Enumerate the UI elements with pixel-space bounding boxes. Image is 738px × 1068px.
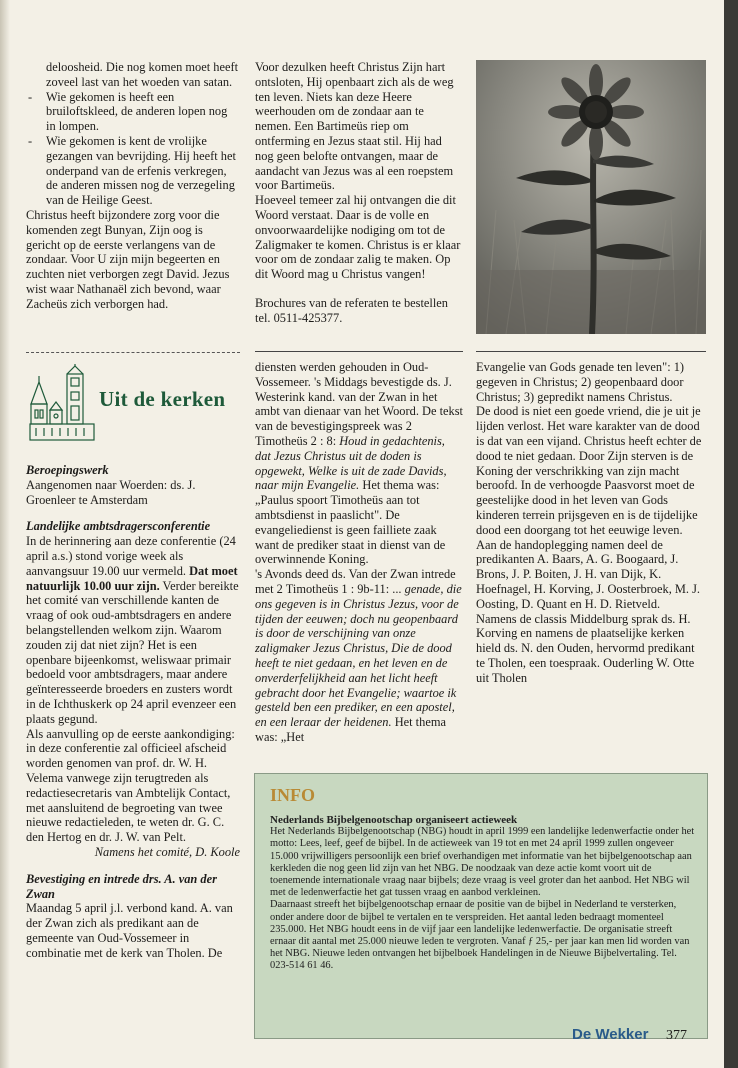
text-run: diensten werden gehouden in Oud-Vossemeer. 's Middags bevestigde ds. J. Westerink kand. van der Zwan in het ambt van dienaar van het Woord. De tekst van de bevestigingspreek was 2 Timotheüs 2 : 8:: [255, 360, 463, 448]
paragraph: Christus heeft bijzondere zorg voor die komenden zegt Bunyan, Zijn oog is gericht op de eerste verlangens van de zondaar. Voor U zijn mijn begeerten en zuchten niet verborgen zegt David. Jezus wist waar Nathanaël zich bevond, waar Zacheüs zich verborgen had.: [26, 207, 230, 311]
sunflower-photo: [476, 60, 706, 334]
church-illustration-icon: [28, 364, 98, 444]
divider-rule-left: [26, 352, 240, 354]
magazine-name: De Wekker: [572, 1026, 649, 1043]
text-run: Verder bereikte het comité van verschillende kanten de vraag of ook oud-ambtsdragers en andere belangstellenden welkom zijn. Waarom zouden zij dat niet zijn? Het is een openbare bijeenkomst, weliswaar primair bedoeld voor ambtsdragers, maar andere geïnteresseerde broeders en zusters wordt in de Ichthuskerk op 24 april evenzeer een plaats gegund.: [26, 578, 239, 726]
paragraph: Hoeveel temeer zal hij ontvangen die dit Woord verstaat. Daar is de volle en onvoorwaardelijke nodiging om tot de Zaligmaker te komen. Christus is er klaar voor om de zondaar zalig te maken. Op dit Woord mag u Christus vangen!: [255, 193, 461, 282]
bullet-item: - Wie gekomen is kent de vrolijke gezangen van bevrijding. Hij heeft het onderpand van de erfenis verkregen, de anderen missen nog de verzegeling van de Heilige Geest.: [26, 134, 240, 208]
paragraph: Brochures van de referaten te bestellen tel. 0511-425377.: [255, 295, 448, 325]
subheading: Landelijke ambtsdragersconferentie: [26, 519, 211, 534]
paragraph: Evangelie van Gods genade ten leven": 1) gegeven in Christus; 2) geopenbaard door Christus; 3) gepredikt namens Christus.: [476, 360, 685, 404]
paragraph: Voor dezulken heeft Christus Zijn hart ontsloten, Hij openbaart zich als de weg ten leven. Niets kan deze Heere weerhouden om de zondaar aan te nemen. Een Bartimeüs riep om ontferming en Jezus staat stil. Hij had nog geen belofte ontvangen, maar de aandacht van Jezus was al een roepstem voor Bartimeüs.: [255, 60, 454, 193]
section-header: [28, 364, 238, 448]
right-column: [476, 360, 706, 686]
scripture-quote: Houd in gedachtenis, dat Jezus Christus uit de doden is opgewekt, Welke is uit de zade Davids, naar mijn Evangelie.: [255, 433, 447, 493]
section-title: Uit de kerken: [99, 387, 226, 411]
info-body: [270, 814, 695, 973]
text-line: deloosheid. Die nog komen moet heeft zoveel last van het woeden van satan.: [46, 60, 239, 89]
info-paragraph: Daarnaast streeft het bijbelgenootschap ernaar de positie van de bijbel in Nederland te versterken, onder andere door de bijbel te vertalen en te verspreiden. Het aantal leden bedraagt momenteel 235.000. Het NBG houdt eens in de vijf jaar een landelijke ledenwerfactie. De organisatie streeft ernaar dit aantal met 25.000 nieuwe leden te vergroten. Vanaf ƒ 25,- per jaar kan men lid worden van het NBG. Nieuwe leden ontvangen het bijbelboek Handelingen in de Nieuwe Bijbelvertaling. Tel. 023-514 61 46.: [270, 899, 690, 972]
info-box: [254, 773, 708, 1039]
divider-rule-right: [476, 351, 706, 352]
paragraph: [255, 360, 463, 567]
text-run: Het thema was: „Het: [255, 715, 446, 744]
divider-rule-middle: [255, 351, 463, 352]
paragraph: Aan de handoplegging namen deel de predikanten A. Baars, A. G. Boogaard, J. Brons, J. P. Boiten, J. H. van Dijk, K. Hoefnagel, H. Korving, J. Oosterbroek, M. J. Oosting, D. Quant en H. D. Rietveld.: [476, 537, 701, 611]
info-paragraph: Het Nederlands Bijbelgenootschap (NBG) houdt in april 1999 een landelijke ledenwerfactie onder het motto: Lees, leef, geef de bijbel. In de actieweek van 19 tot en met 24 april 1999 zullen ongeveer 15.000 vrijwilligers persoonlijk een brief overhandigen met informatie van het bijbelgenootschap aan kerkleden die nog geen lid zijn van het NBG. De noodzaak van deze actie komt voort uit de toenemende internationale vraag naar bijbels; deze vraag is veel groter dan het aanbod. Het NBG wil met de ledenwerfactie het gat tussen vraag en aanbod verkleinen.: [270, 826, 695, 899]
text-run: Het thema was: „Paulus spoort Timotheüs aan tot ambtsdienst in paaslicht". De evangeliedienst is geen failliete zaak want de prediker staat in dienst van de overwinnende Koning.: [255, 478, 446, 567]
text-run: In de herinnering aan deze conferentie (24 april a.s.) stond vorige week als aanvangsuur 19.00 uur vermeld.: [26, 534, 236, 578]
page-number: 377: [666, 1028, 687, 1043]
paragraph: Aangenomen naar Woerden: ds. J. Groenleer te Amsterdam: [26, 477, 196, 507]
bullet-item: - Wie gekomen is heeft een bruiloftskleed, de anderen lopen nog in lompen.: [26, 90, 240, 134]
top-middle-column: [255, 60, 463, 326]
page-gutter-shadow: [0, 0, 10, 1068]
info-heading: Nederlands Bijbelgenootschap organiseert actieweek: [270, 814, 518, 826]
scripture-quote: genade, die ons gegeven is in Christus Jezus, voor de tijden der eeuwen; doch nu geopenbaard is door de verschijning van onze zaligmaker Jezus Christus, Die de dood heeft te niet gedaan, en het leven en de onverderfelijkheid aan het licht heeft gebracht door het Evangelie; waartoe ik gesteld ben een prediker, en een apostel, en een leraar der heidenen.: [255, 581, 462, 730]
bold-text: Dat moet natuurlijk 10.00 uur zijn.: [26, 563, 238, 593]
subheading: Bevestiging en intrede drs. A. van der Zwan: [26, 871, 217, 901]
paragraph: Maandag 5 april j.l. verbond kand. A. van der Zwan zich als predikant aan de gemeente van Oud-Vossemeer in combinatie met de kerk van Tholen. De: [26, 901, 233, 960]
middle-column: [255, 360, 463, 745]
subheading: Beroepingswerk: [26, 463, 109, 477]
paragraph: [255, 567, 463, 745]
paragraph: Als aanvulling op de eerste aankondiging: in deze conferentie zal officieel afscheid worden genomen van prof. dr. W. H. Velema vanwege zijn terugtreden als redactiesecretaris van Ambtelijk Contact, met aansluitend de begroeting van twee nieuwe redactieleden, te weten dr. G. C. den Hertog en dr. J. W. van Pelt.: [26, 726, 235, 845]
sunflower-image: [476, 60, 706, 334]
left-column: [26, 463, 240, 961]
signature: Namens het comité, D. Koole: [94, 844, 240, 859]
info-title: INFO: [270, 785, 315, 805]
paragraph: Namens de classis Middelburg sprak ds. H. Korving en namens de plaatselijke kerken hield ds. N. den Ouden, hervormd predikant te Tholen, een toespraak. Ouderling W. Otte uit Tholen: [476, 611, 695, 685]
top-left-column: [26, 60, 240, 312]
paragraph: [26, 534, 240, 726]
paragraph: De dood is niet een goede vriend, die je uit je lijden verlost. Het ware karakter van de dood is dat van een vijand. Christus heeft echter de dood te niet gedaan. Door Zijn sterven is de Koning der verschrikking van zijn macht beroofd. In de verhoogde Paasvorst moet de geestelijke dood in het leven van Gods kinderen terrein prijsgeven en is de tijdelijke dood een doorgang tot het eeuwige leven.: [476, 404, 702, 537]
text-run: 's Avonds deed ds. Van der Zwan intrede met 2 Timotheüs 1 : 9b-11: ...: [255, 567, 456, 596]
